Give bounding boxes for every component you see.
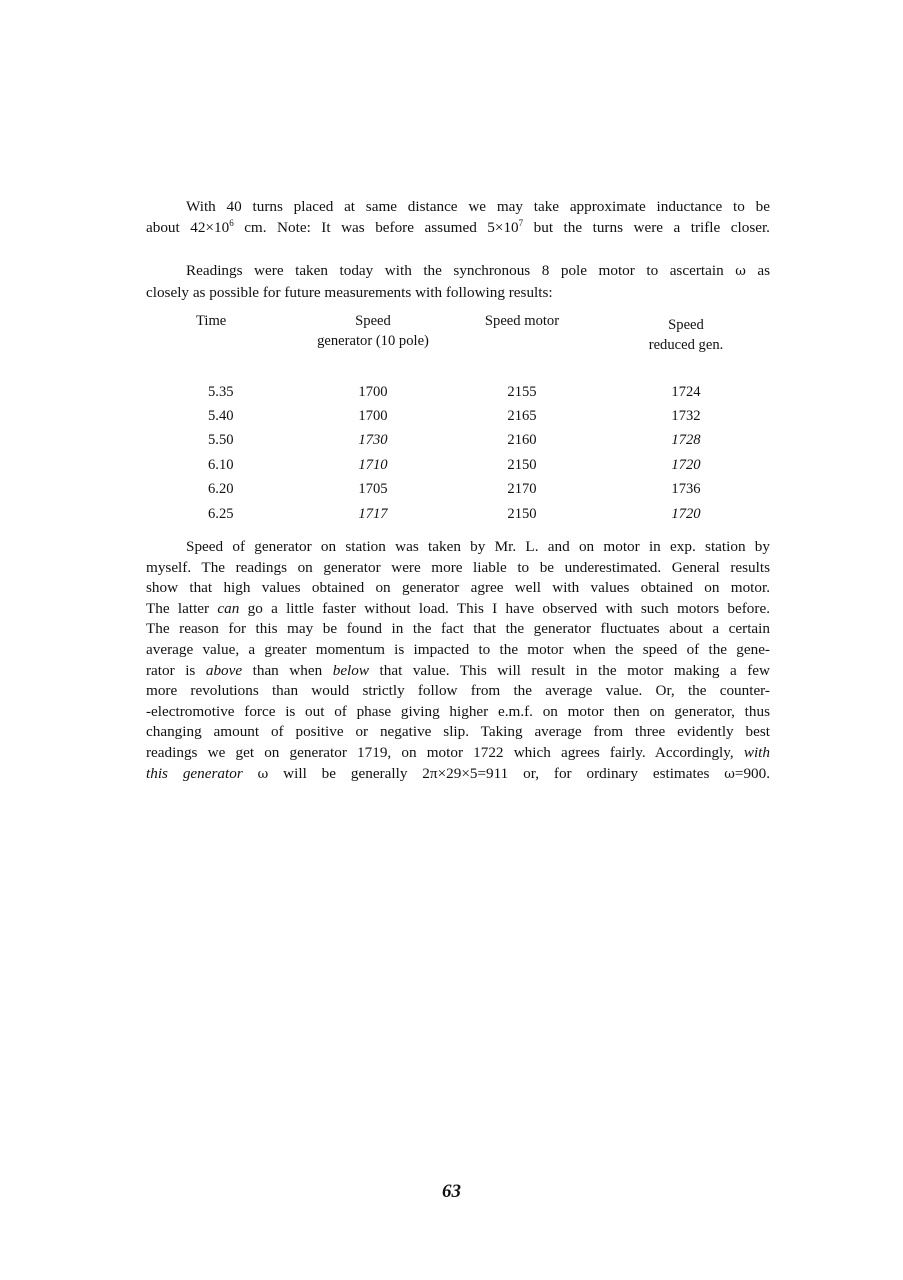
cell-time: 5.50 (208, 432, 234, 449)
cell-generator: 1710 (358, 456, 388, 473)
text-line: this generator ω will be generally 2π×29×5=911 or, for ordinary estimates ω=900. (146, 764, 771, 782)
cell-generator: 1730 (358, 432, 388, 449)
cell-generator: 1705 (358, 481, 388, 498)
cell-reduced: 1724 (671, 383, 701, 400)
cell-time: 6.20 (208, 481, 234, 498)
cell-generator: 1717 (358, 505, 388, 522)
cell-time: 6.25 (208, 505, 234, 522)
cell-time: 6.10 (208, 456, 234, 473)
text-line: show that high values obtained on generator agree well with values obtained on motor. (146, 579, 770, 597)
paragraph-discussion (146, 537, 770, 785)
table-row (196, 453, 766, 477)
cell-reduced: 1728 (671, 432, 701, 449)
cell-reduced: 1720 (671, 456, 701, 473)
cell-generator: 1700 (358, 407, 388, 424)
cell-motor: 2150 (507, 505, 537, 522)
text-line: The reason for this may be found in the fact that the generator fluctuates about a certain (146, 620, 770, 638)
cell-motor: 2170 (507, 481, 537, 498)
table-header-row (196, 311, 766, 355)
header-motor-speed: Speed motor (484, 313, 560, 329)
page-number: 63 (442, 1181, 461, 1202)
text-line: Speed of generator on station was taken by Mr. L. and on motor in exp. station by (186, 538, 770, 555)
text-line: With 40 turns placed at same distance we may take approximate inductance to be (186, 198, 770, 215)
text-line: Readings were taken today with the synchronous 8 pole motor to ascertain ω as (186, 262, 770, 279)
text-line: -electromotive force is out of phase giving higher e.m.f. on motor then on generator, thus (146, 702, 770, 720)
cell-reduced: 1732 (671, 407, 701, 424)
header-reduced-speed: Speed reduced gen. (648, 317, 724, 353)
table-row (196, 379, 766, 403)
table-row (196, 428, 766, 452)
text-line: myself. The readings on generator were more liable to be underestimated. General results (146, 558, 770, 576)
header-generator-speed: Speed generator (10 pole) (317, 313, 429, 349)
table-row (196, 404, 766, 428)
cell-reduced: 1720 (671, 505, 701, 522)
paragraph-readings-intro (146, 261, 770, 303)
cell-motor: 2150 (507, 456, 537, 473)
readings-table (196, 311, 766, 526)
table-row (196, 501, 766, 525)
cell-generator: 1700 (358, 383, 388, 400)
text-line: average value, a greater momentum is impacted to the motor when the speed of the gene- (146, 640, 770, 658)
cell-reduced: 1736 (671, 481, 701, 498)
text-line: more revolutions than would strictly follow from the average value. Or, the counter- (146, 682, 770, 700)
text-line: readings we get on generator 1719, on motor 1722 which agrees fairly. Accordingly, with (146, 743, 770, 761)
text-line: closely as possible for future measurements with following results: (146, 283, 553, 301)
paragraph-inductance (146, 197, 770, 238)
cell-motor: 2155 (507, 383, 537, 400)
table-row (196, 477, 766, 501)
cell-motor: 2160 (507, 432, 537, 449)
text-line: about $42\times 10^6$ cm. Note: It was before assumed $5\times 10^7$ but the turns were a trifle closer. (146, 217, 770, 236)
text-line: The latter can go a little faster without load. This I have observed with such motors before. (146, 599, 770, 617)
cell-motor: 2165 (507, 407, 537, 424)
header-time: Time (196, 313, 227, 329)
text-line: changing amount of positive or negative slip. Taking average from three evidently best (146, 723, 770, 741)
cell-time: 5.40 (208, 407, 234, 424)
cell-time: 5.35 (208, 383, 234, 400)
text-line: rator is above than when below that value. This will result in the motor making a few (146, 661, 770, 679)
